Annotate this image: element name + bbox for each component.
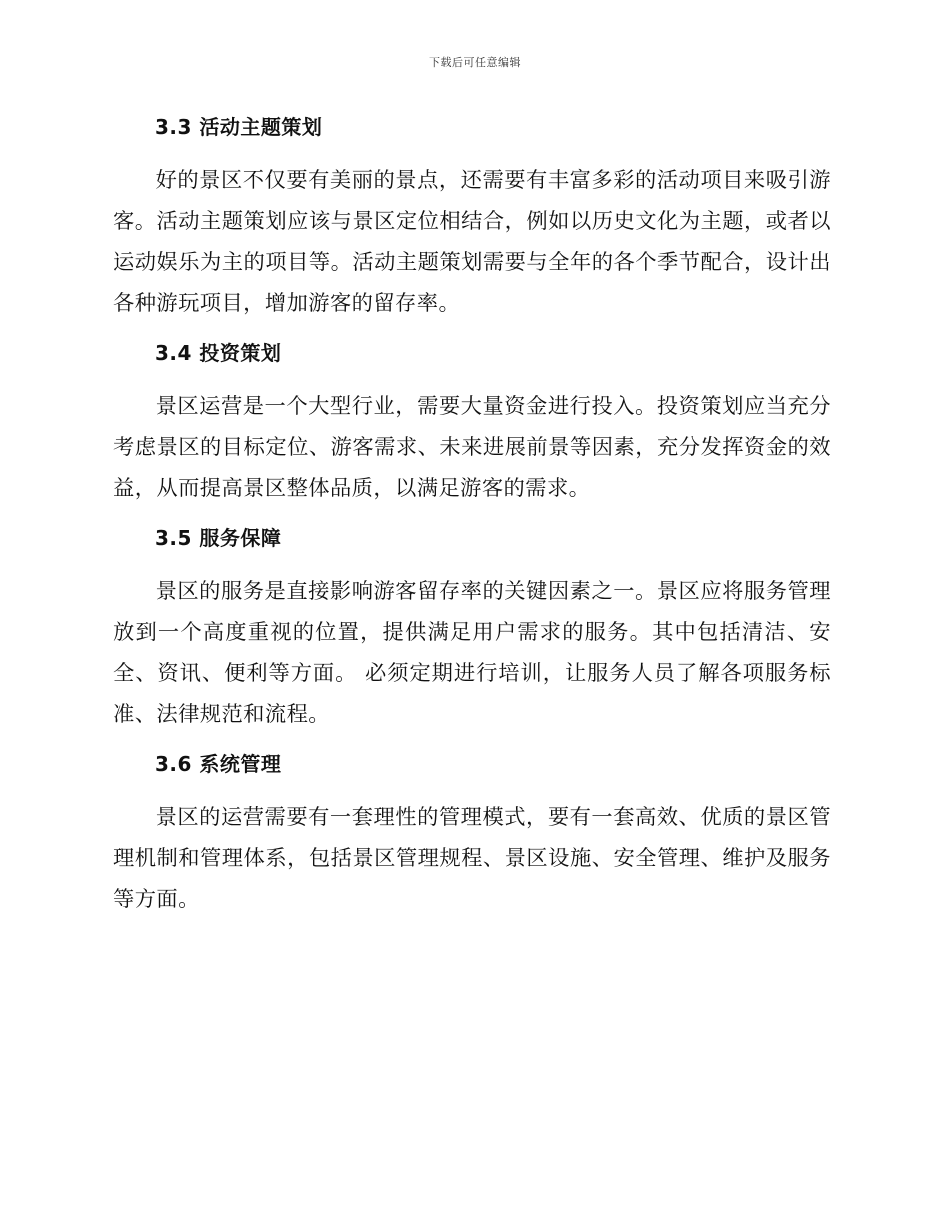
section-heading: 3.6 系统管理 [155,752,282,776]
section-paragraph: 景区的服务是直接影响游客留存率的关键因素之一。景区应将服务管理放到一个高度重视的位置，提供满足用户需求的服务。其中包括清洁、安全、资讯、便利等方面。 必须定期进行培训，让服务人员了解各项服务标准、法律规范和流程。 [113,579,831,727]
section-3-4 [113,338,831,509]
section-heading: 3.5 服务保障 [155,526,282,550]
section-heading: 3.3 活动主题策划 [155,115,323,139]
document-body [113,112,831,934]
section-3-3 [113,112,831,324]
page-header-note: 下载后可任意编辑 [429,56,521,69]
section-paragraph: 好的景区不仅要有美丽的景点，还需要有丰富多彩的活动项目来吸引游客。活动主题策划应该与景区定位相结合，例如以历史文化为主题，或者以运动娱乐为主的项目等。活动主题策划需要与全年的各个季节配合，设计出各种游玩项目，增加游客的留存率。 [113,168,831,316]
section-heading: 3.4 投资策划 [155,341,282,365]
section-paragraph: 景区的运营需要有一套理性的管理模式，要有一套高效、优质的景区管理机制和管理体系，包括景区管理规程、景区设施、安全管理、维护及服务等方面。 [113,805,831,912]
section-3-6 [113,749,831,920]
section-paragraph: 景区运营是一个大型行业，需要大量资金进行投入。投资策划应当充分考虑景区的目标定位、游客需求、未来进展前景等因素，充分发挥资金的效益，从而提高景区整体品质，以满足游客的需求。 [113,394,831,501]
section-3-5 [113,523,831,735]
